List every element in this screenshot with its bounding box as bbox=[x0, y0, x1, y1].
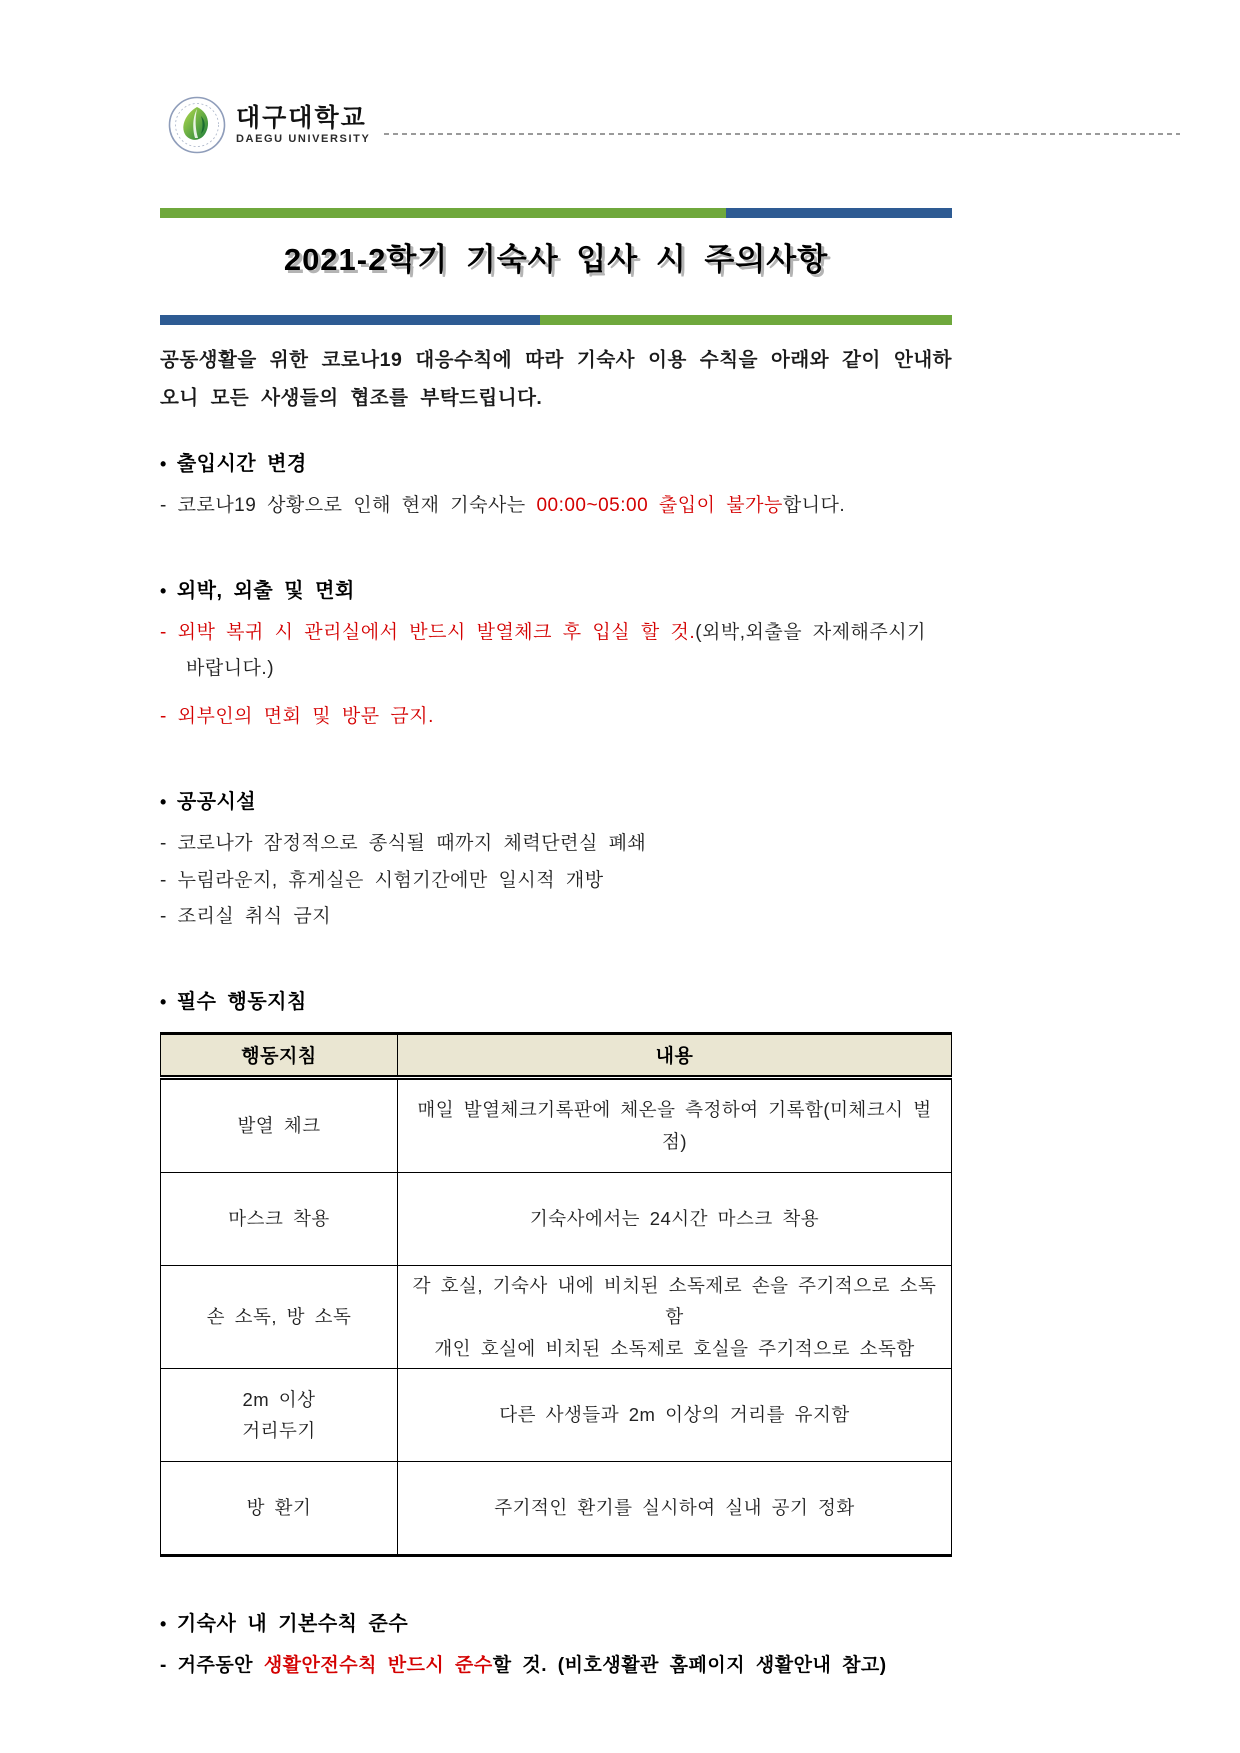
rule-text-highlight: - 외부인의 면회 및 방문 금지. bbox=[160, 706, 434, 728]
guidelines-table-header-row bbox=[161, 1033, 952, 1077]
content-cell bbox=[398, 1265, 952, 1368]
university-logo bbox=[168, 96, 1180, 154]
content-cell bbox=[398, 1077, 952, 1172]
rule-text-highlight: 생활안전수칙 반드시 준수 bbox=[263, 1655, 493, 1676]
guideline-text: 2m 이상 bbox=[242, 1388, 316, 1410]
university-name-en: DAEGU UNIVERSITY bbox=[236, 133, 371, 146]
content-text: 매일 발열체크기록판에 체온을 측정하여 기록함(미체크시 벌점) bbox=[417, 1099, 932, 1152]
page-title: 2021-2학기 기숙사 입사 시 주의사항 bbox=[283, 242, 829, 277]
guidelines-table bbox=[160, 1032, 952, 1557]
university-name bbox=[236, 105, 370, 145]
title-top-bar-blue-segment bbox=[726, 208, 952, 218]
content-text: 개인 호실에 비치된 소독제로 호실을 주기적으로 소독함 bbox=[434, 1337, 915, 1359]
guideline-cell bbox=[161, 1462, 398, 1556]
table-row-ventilation bbox=[161, 1462, 952, 1556]
guideline-text: 발열 체크 bbox=[237, 1114, 321, 1136]
rule-line-lounge: - 누림라운지, 휴게실은 시험기간에만 일시적 개방 bbox=[160, 869, 604, 891]
guideline-cell bbox=[161, 1265, 398, 1368]
header-divider-line bbox=[384, 133, 1180, 135]
rule-text: 할 것. (비호생활관 홈페이지 생활안내 참고) bbox=[492, 1655, 887, 1676]
table-header-content: 내용 bbox=[398, 1033, 952, 1077]
content-text: 다른 사생들과 2m 이상의 거리를 유지함 bbox=[499, 1404, 850, 1426]
content-text: 주기적인 환기를 실시하여 실내 공기 정화 bbox=[494, 1497, 855, 1519]
title-top-bar-green-segment bbox=[160, 208, 726, 218]
content-cell bbox=[398, 1462, 952, 1556]
title-bottom-bar bbox=[160, 315, 952, 325]
content-cell bbox=[398, 1172, 952, 1265]
rule-line-overnight-return bbox=[160, 615, 952, 687]
section-heading-entry-time: • 출입시간 변경 bbox=[160, 447, 952, 476]
title-bottom-bar-blue-segment bbox=[160, 315, 540, 325]
table-row-temperature-check bbox=[161, 1077, 952, 1172]
section-heading-outing-visits: • 외박, 외출 및 면회 bbox=[160, 574, 952, 603]
rule-text-highlight: 00:00~05:00 출입이 불가능 bbox=[536, 495, 783, 517]
guideline-cell bbox=[161, 1369, 398, 1462]
section-heading-basic-rules: • 기숙사 내 기본수칙 준수 bbox=[160, 1607, 952, 1636]
title-bottom-bar-green-segment bbox=[540, 315, 952, 325]
rule-line-entry-time bbox=[160, 488, 952, 524]
guideline-cell bbox=[161, 1172, 398, 1265]
rule-line-safety-rules bbox=[160, 1648, 952, 1684]
content-text: 기숙사에서는 24시간 마스크 착용 bbox=[529, 1207, 820, 1229]
rule-text-highlight: - 외박 복귀 시 관리실에서 반드시 발열체크 후 입실 할 것. bbox=[160, 622, 696, 644]
guideline-text: 손 소독, 방 소독 bbox=[206, 1306, 352, 1328]
rule-line-no-cooking: - 조리실 취식 금지 bbox=[160, 905, 332, 927]
rule-line-gym-closed: - 코로나가 잠정적으로 종식될 때까지 체력단련실 폐쇄 bbox=[160, 833, 647, 855]
document-body bbox=[160, 208, 952, 1684]
guideline-text: 마스크 착용 bbox=[228, 1207, 330, 1229]
rule-text: - 코로나19 상황으로 인해 현재 기숙사는 bbox=[160, 495, 537, 517]
title-top-bar bbox=[160, 208, 952, 218]
content-cell bbox=[398, 1369, 952, 1462]
section-heading-public-facilities: • 공공시설 bbox=[160, 785, 952, 814]
section-heading-mandatory-guidelines: • 필수 행동지침 bbox=[160, 985, 952, 1014]
rule-text: - 거주동안 bbox=[160, 1655, 264, 1676]
guideline-text: 방 환기 bbox=[246, 1497, 312, 1519]
rule-text: (외박,외출을 자제해주시기 바랍니다.) bbox=[186, 622, 926, 680]
table-row-distancing bbox=[161, 1369, 952, 1462]
table-header-guideline: 행동지침 bbox=[161, 1033, 398, 1077]
guideline-text: 거리두기 bbox=[242, 1420, 316, 1441]
university-name-ko: 대구대학교 bbox=[236, 103, 367, 132]
university-logo-icon bbox=[168, 96, 226, 154]
rule-text: 합니다. bbox=[782, 495, 846, 517]
intro-paragraph: 공동생활을 위한 코로나19 대응수칙에 따라 기숙사 이용 수칙을 아래와 같이 안내하오니 모든 사생들의 협조를 부탁드립니다. bbox=[160, 349, 952, 410]
content-text: 각 호실, 기숙사 내에 비치된 소독제로 손을 주기적으로 소독함 bbox=[412, 1274, 937, 1328]
table-row-mask bbox=[161, 1172, 952, 1265]
rule-line-no-visitors bbox=[160, 699, 952, 735]
table-row-disinfection bbox=[161, 1265, 952, 1368]
guideline-cell bbox=[161, 1077, 398, 1172]
